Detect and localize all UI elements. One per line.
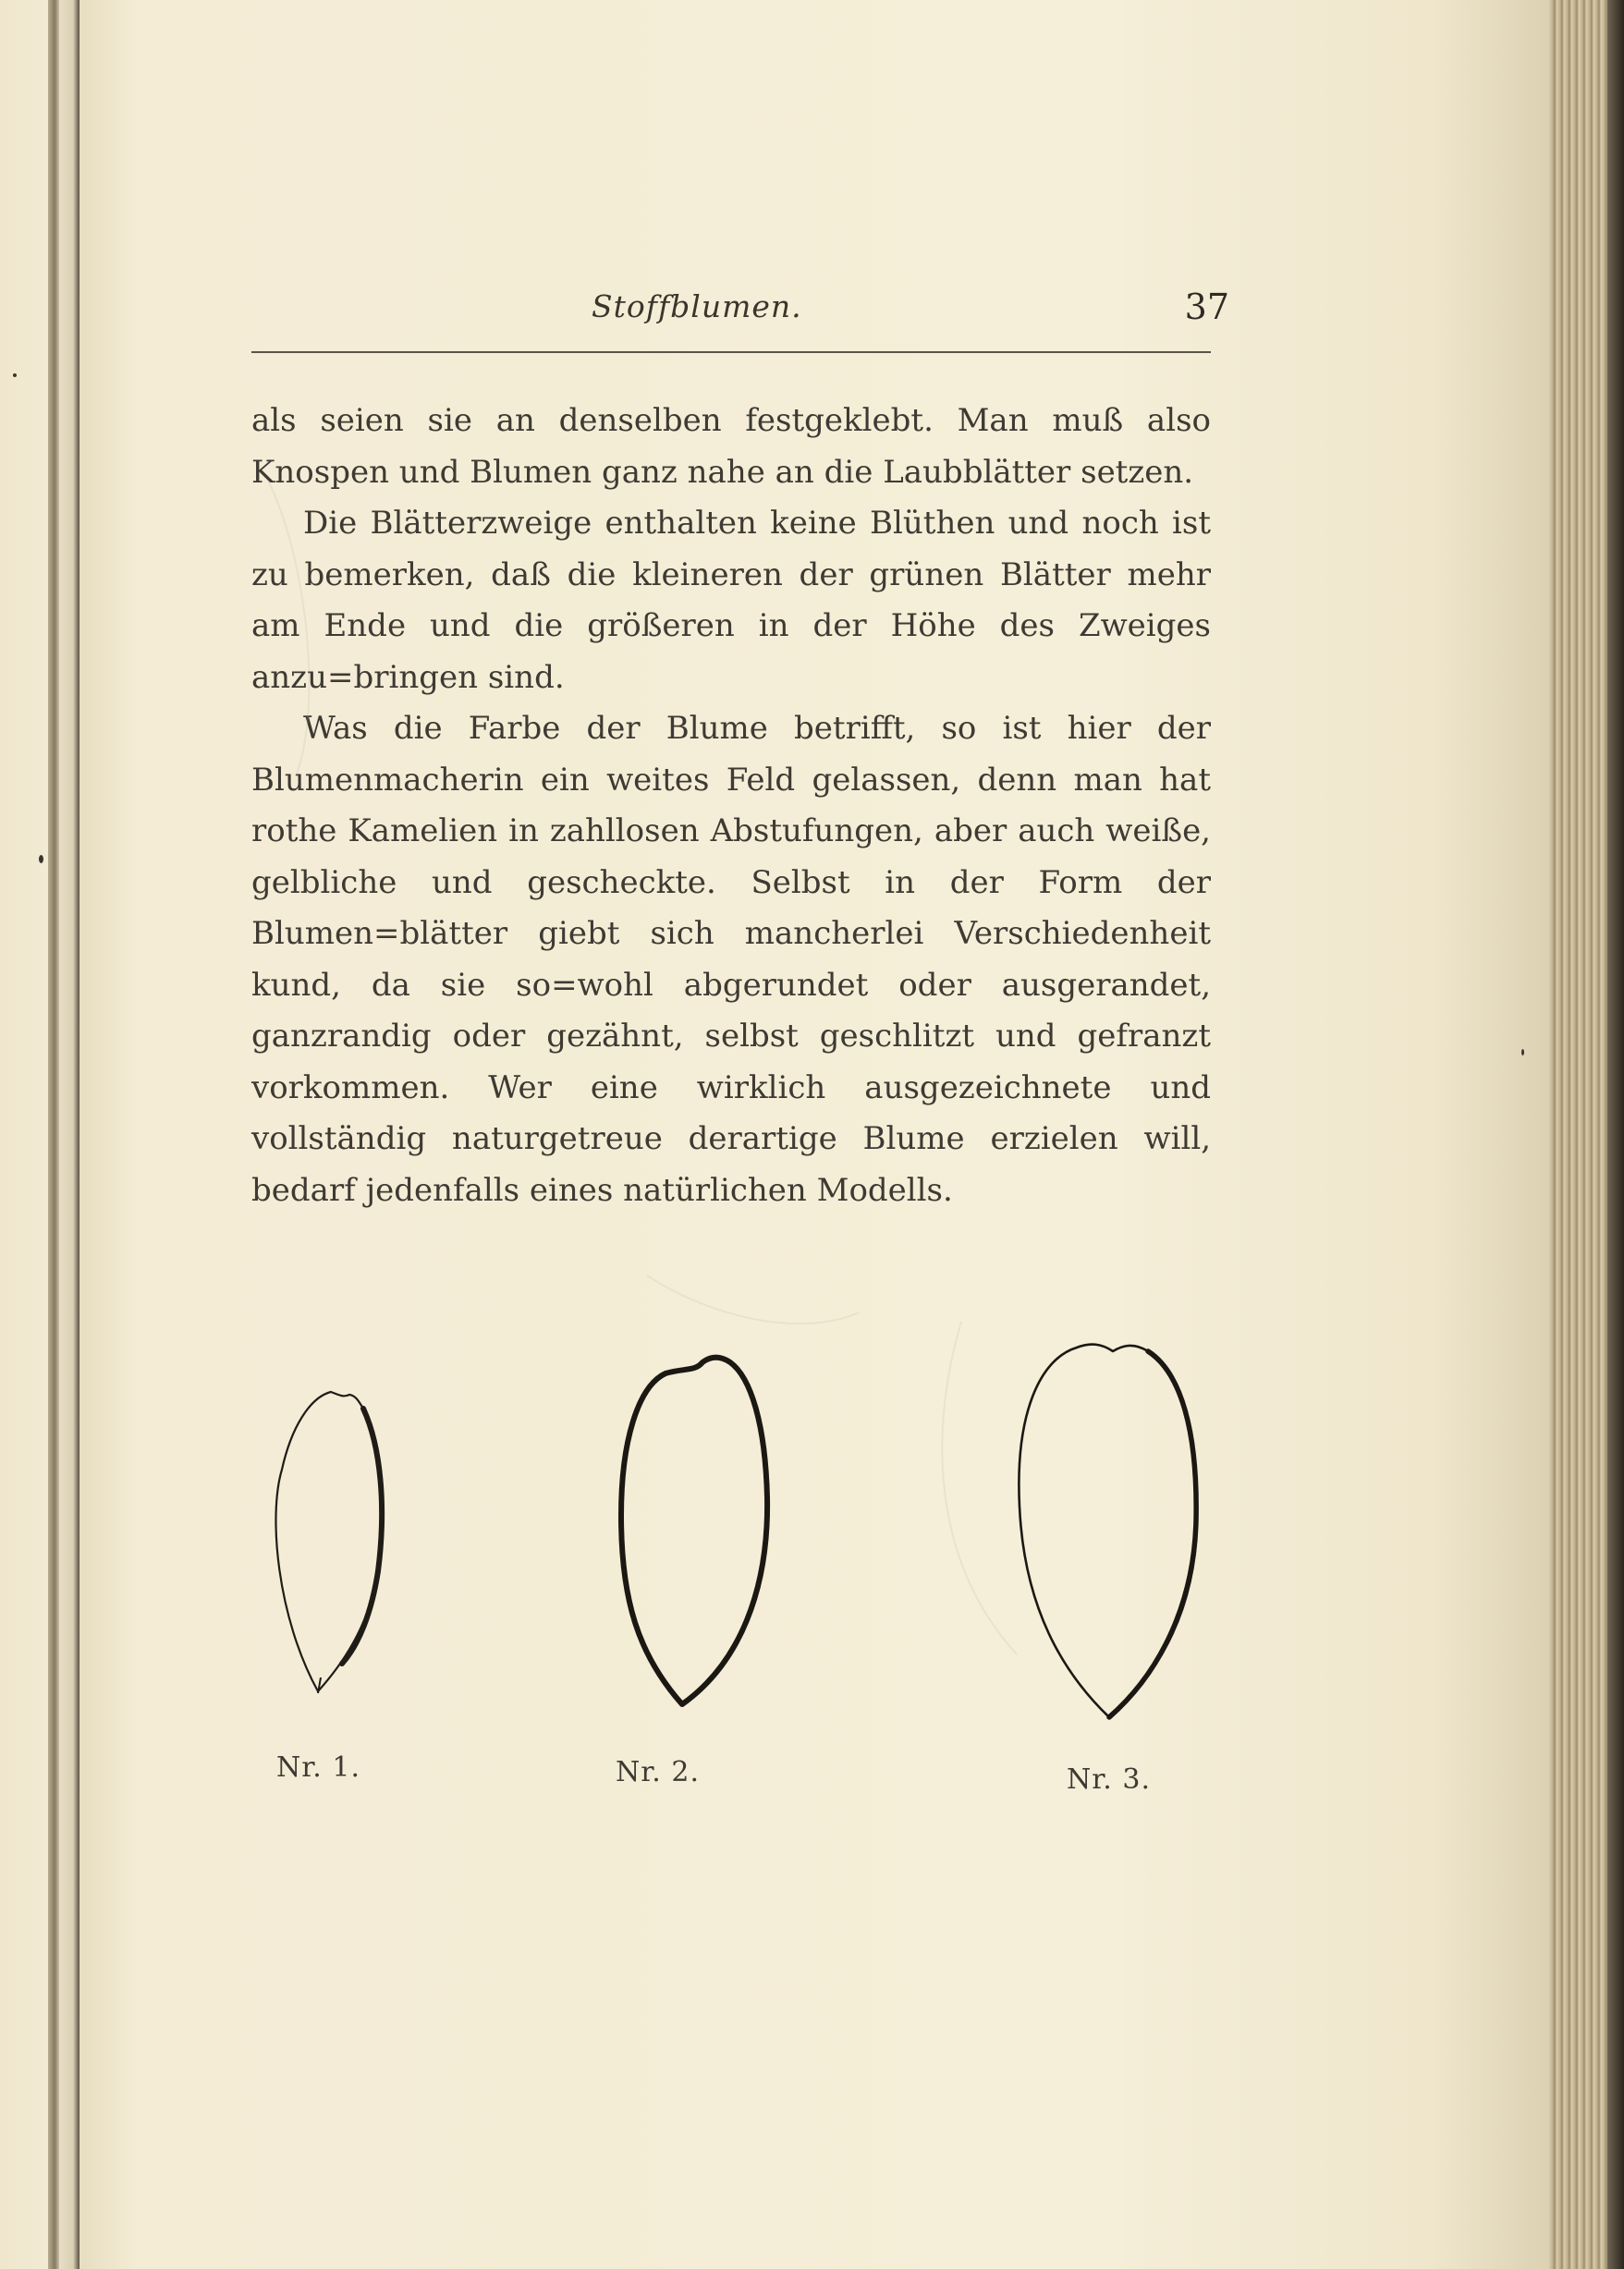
- figure-caption-2: Nr. 2.: [616, 1756, 700, 1788]
- ink-speck: [39, 855, 43, 863]
- paragraph-2: Die Blätterzweige enthalten keine Blüthen und noch ist zu bemerken, daß die kleineren der grünen Blätter mehr am Ende und die größeren in der Höhe des Zweiges anzu=bringen sind.: [251, 505, 1211, 696]
- figure-caption-3: Nr. 3.: [1067, 1763, 1151, 1796]
- paragraph-3: Was die Farbe der Blume betrifft, so ist hier der Blumenmacherin ein weites Feld gelassen, denn man hat rothe Kamelien in zahllosen Abstufungen, aber auch weiße, gelbliche und gescheckte. Selbst in der Form der Blumen=blätter giebt sich mancherlei Verschiedenheit kund, da sie so=wohl abgerundet oder ausgerandet, ganzrandig oder gezähnt, selbst geschlitzt und gefranzt vorkommen. Wer eine wirklich ausgezeichnete und vollständig naturgetreue derartige Blume erzielen will, bedarf jedenfalls eines natürlichen Modells.: [251, 710, 1211, 1209]
- page-number: 37: [1184, 287, 1229, 327]
- running-head-title: Stoffblumen.: [592, 288, 802, 324]
- ink-speck: [1521, 1049, 1524, 1055]
- figure-caption-1: Nr. 1.: [276, 1751, 360, 1784]
- paragraph-1: als seien sie an denselben festgeklebt. Man muß also Knospen und Blumen ganz nahe an die Laubblätter setzen.: [251, 402, 1211, 491]
- petal-outline-icon: [275, 1392, 383, 1693]
- petal-outline-icon: [1019, 1345, 1197, 1717]
- petal-outline-icon: [621, 1358, 767, 1704]
- ink-speck: [13, 373, 17, 377]
